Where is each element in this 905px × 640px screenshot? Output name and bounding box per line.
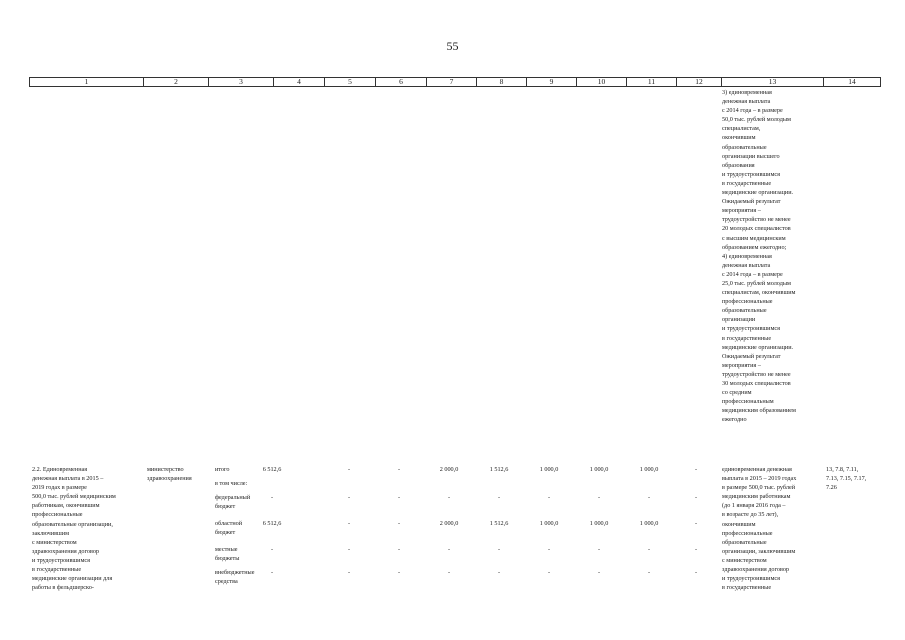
funding-value-cell: - (397, 569, 401, 576)
funding-value-cell: - (447, 569, 451, 576)
column-header-8: 8 (477, 78, 527, 86)
funding-value-cell: - (447, 546, 451, 553)
measure-name-cell: 2.2. Единовременная денежная выплата в 2015 – 2019 годах в размере 500,0 тыс. рублей медицинским работникам, окончившим профессиональные образовательные организации, заключившим с министерством здравоохранения договор и трудоустроившимся в государственные медицинские организации для работы в фельдшерско- (32, 466, 116, 592)
funding-value-cell: 1 000,0 (539, 466, 559, 473)
funding-value-cell: - (694, 494, 698, 501)
column-header-7: 7 (427, 78, 477, 86)
funding-source-federal: федеральный бюджет (215, 494, 251, 511)
column-header-5: 5 (325, 78, 376, 86)
funding-value-cell: 1 000,0 (639, 520, 659, 527)
funding-value-cell: - (397, 466, 401, 473)
funding-value-cell: - (597, 546, 601, 553)
column-header-2: 2 (144, 78, 209, 86)
column-header-14: 14 (848, 77, 856, 86)
funding-value-cell: - (547, 546, 551, 553)
funding-value-cell: - (597, 569, 601, 576)
funding-value-cell: - (397, 494, 401, 501)
funding-value-cell: - (547, 569, 551, 576)
funding-value-cell: - (497, 546, 501, 553)
column-header-11: 11 (627, 78, 677, 86)
funding-value-cell: - (397, 520, 401, 527)
column-header-1: 1 (30, 78, 144, 86)
column-header-12: 12 (677, 78, 722, 86)
funding-source-including: в том числе: (215, 480, 248, 487)
funding-value-cell: 1 000,0 (589, 520, 609, 527)
page-number: 55 (446, 39, 459, 53)
funding-value-cell: - (447, 494, 451, 501)
funding-value-cell: - (647, 494, 651, 501)
funding-value-cell: - (597, 494, 601, 501)
funding-value-cell: 1 000,0 (639, 466, 659, 473)
funding-value-cell: - (647, 546, 651, 553)
executor-cell: министерство здравоохранения (147, 466, 192, 483)
funding-source-local: местные бюджеты (215, 546, 240, 563)
funding-value-cell: 2 000,0 (439, 466, 459, 473)
funding-value-cell: 6 512,6 (262, 466, 282, 473)
funding-value-cell: - (270, 546, 274, 553)
funding-value-cell: - (694, 466, 698, 473)
funding-value-cell: - (347, 520, 351, 527)
measure-result-cell: единовременная денежная выплата в 2015 – 2019 годах в размере 500,0 тыс. рублей медицинским работникам (до 1 января 2016 года – в возрасте до 35 лет), окончившим профессиональные образовательные организации, заключившим с министерством здравоохранения договор и трудоустроившимся в государственные (722, 466, 797, 592)
funding-value-cell: - (270, 569, 274, 576)
indicators-cell: 13, 7.8, 7.11, 7.13, 7.15, 7.17, 7.26 (826, 466, 867, 492)
column-header-9: 9 (527, 78, 577, 86)
funding-value-cell: - (497, 494, 501, 501)
column-header-3: 3 (209, 78, 274, 86)
funding-value-cell: - (547, 494, 551, 501)
funding-value-cell: - (647, 569, 651, 576)
funding-value-cell: - (270, 494, 274, 501)
funding-value-cell: 6 512,6 (262, 520, 282, 527)
funding-value-cell: - (694, 520, 698, 527)
column-header-6: 6 (376, 78, 427, 86)
funding-value-cell: 1 000,0 (539, 520, 559, 527)
funding-value-cell: - (347, 546, 351, 553)
funding-value-cell: - (694, 569, 698, 576)
continued-result-cell: 3) единовременная денежная выплата с 2014 года – в размере 50,0 тыс. рублей молодым специалистам, окончившим образовательные организации высшего образования и трудоустроившимся в государственные медицинские организации. Ожидаемый результат мероприятия – трудоустройство не менее 20 молодых специалистов с высшим медицинским образованием ежегодно; 4) единовременная денежная выплата с 2014 года – в размере 25,0 тыс. рублей молодым специалистам, окончившим профессиональные образовательные организации и трудоустроившимся в государственные медицинские организации. Ожидаемый результат мероприятия – трудоустройство не менее 30 молодых специалистов со средним профессиональным медицинским образованием ежегодно (722, 89, 796, 424)
funding-value-cell: - (497, 569, 501, 576)
funding-source-extrabudget: внебюджетные средства (215, 569, 255, 586)
funding-value-cell: - (694, 546, 698, 553)
funding-value-cell: - (347, 569, 351, 576)
funding-value-cell: 2 000,0 (439, 520, 459, 527)
column-header-10: 10 (577, 78, 627, 86)
table-header-row (29, 77, 881, 87)
column-header-13: 13 (722, 78, 824, 86)
funding-source-regional: областной бюджет (215, 520, 243, 537)
funding-source-total: итого (215, 466, 230, 473)
column-header-4: 4 (274, 78, 325, 86)
funding-value-cell: 1 512,6 (489, 466, 509, 473)
funding-value-cell: - (347, 494, 351, 501)
funding-value-cell: 1 512,6 (489, 520, 509, 527)
funding-value-cell: - (347, 466, 351, 473)
funding-value-cell: - (397, 546, 401, 553)
funding-value-cell: 1 000,0 (589, 466, 609, 473)
